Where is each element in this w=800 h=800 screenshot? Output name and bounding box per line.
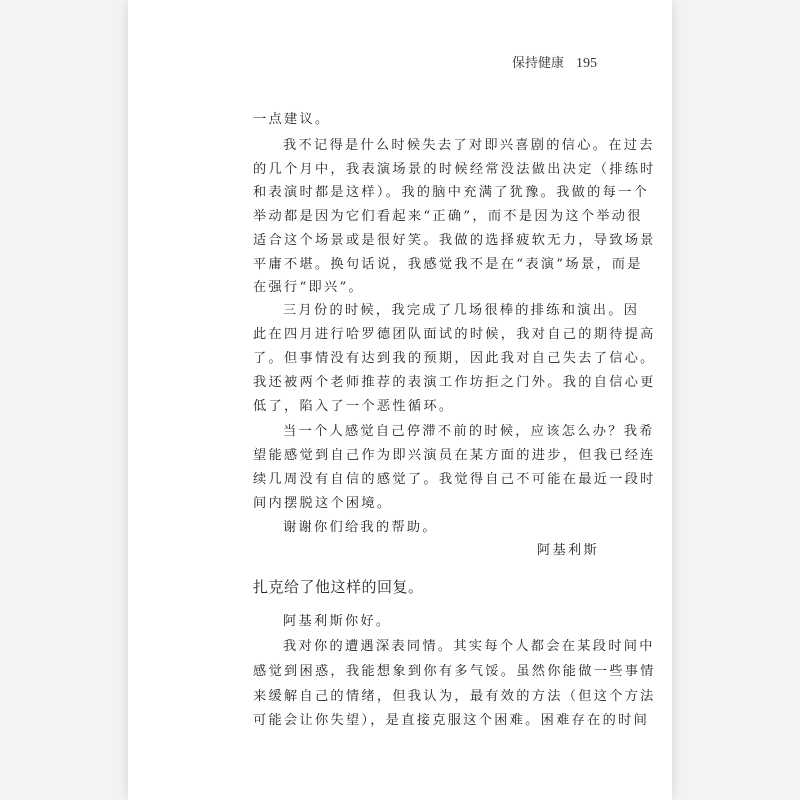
text-line: 了。但事情没有达到我的预期，因此我对自己失去了信心。	[253, 351, 656, 366]
text-line: 低了，陷入了一个恶性循环。	[253, 399, 455, 414]
text-line: 一点建议。	[253, 112, 331, 127]
running-header	[512, 52, 597, 72]
narration-text: 扎克给了他这样的回复。	[253, 578, 424, 596]
text-line: 的几个月中，我表演场景的时候经常没法做出决定（排练时	[253, 162, 656, 177]
text-line: 平庸不堪。换句话说，我感觉我不是在“表演”场景，而是	[253, 257, 643, 272]
text-line: 三月份的时候，我完成了几场很棒的排练和演出。因	[283, 303, 640, 318]
text-line: 谢谢你们给我的帮助。	[283, 520, 438, 535]
text-line: 此在四月进行哈罗德团队面试的时候，我对自己的期待提高	[253, 327, 656, 342]
text-line: 和表演时都是这样）。我的脑中充满了犹豫。我做的每一个	[253, 185, 650, 200]
text-line: 当一个人感觉自己停滞不前的时候，应该怎么办？我希	[283, 424, 655, 439]
letter-signature: 阿基利斯	[537, 543, 599, 558]
text-line: 感觉到困惑，我能想象到你有多气馁。虽然你能做一些事情	[253, 664, 656, 679]
text-line: 在强行“即兴”。	[253, 280, 365, 295]
text-line: 我还被两个老师推荐的表演工作坊拒之门外。我的自信心更	[253, 375, 656, 390]
page-number: 195	[576, 56, 597, 71]
text-line: 间内摆脱这个困境。	[253, 496, 393, 511]
reply-greeting: 阿基利斯你好。	[283, 614, 392, 629]
text-line: 来缓解自己的情绪，但我认为，最有效的方法（但这个方法	[253, 689, 656, 704]
text-line: 举动都是因为它们看起来“正确”，而不是因为这个举动很	[253, 209, 643, 224]
text-line: 望能感觉到自己作为即兴演员在某方面的进步，但我已经连	[253, 448, 656, 463]
text-line: 续几周没有自信的感觉了。我觉得自己不可能在最近一段时	[253, 472, 656, 487]
book-page	[128, 0, 672, 800]
text-line: 适合这个场景或是很好笑。我做的选择疲软无力，导致场景	[253, 233, 656, 248]
text-line: 我对你的遭遇深表同情。其实每个人都会在某段时间中	[283, 639, 655, 654]
text-line: 我不记得是什么时候失去了对即兴喜剧的信心。在过去	[283, 138, 655, 153]
chapter-title: 保持健康	[511, 56, 564, 71]
text-line: 可能会让你失望），是直接克服这个困难。困难存在的时间	[253, 713, 650, 728]
